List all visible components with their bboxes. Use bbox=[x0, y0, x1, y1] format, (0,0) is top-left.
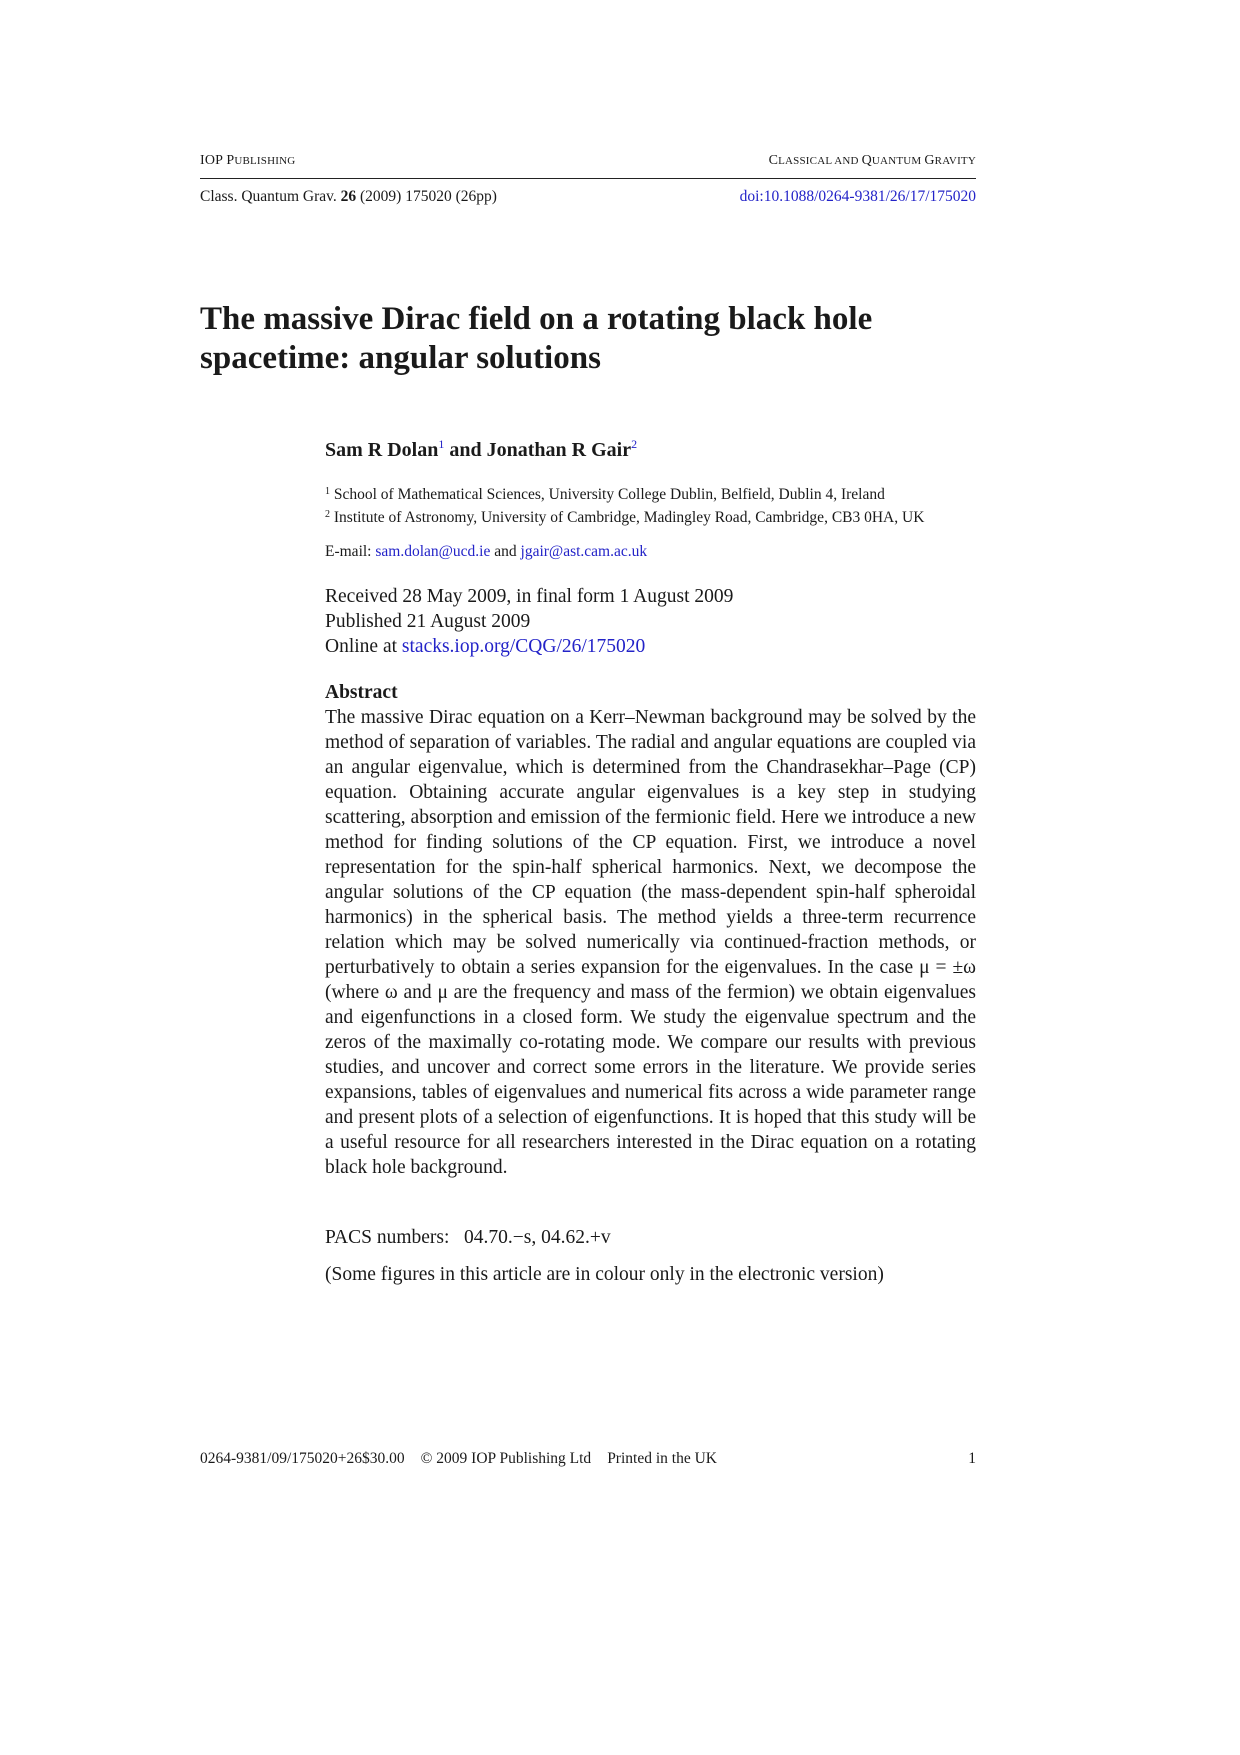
colour-note: (Some figures in this article are in colour only in the electronic version) bbox=[325, 1264, 884, 1285]
page-number: 1 bbox=[968, 1450, 976, 1467]
email-line: E-mail: sam.dolan@ucd.ie and jgair@ast.cam.ac.uk bbox=[325, 543, 648, 560]
abstract-heading: Abstract bbox=[325, 682, 398, 703]
author-2: Jonathan R Gair bbox=[486, 439, 632, 461]
pacs-numbers: PACS numbers: 04.70.−s, 04.62.+v bbox=[325, 1227, 611, 1248]
running-head bbox=[200, 153, 976, 169]
received-date: Received 28 May 2009, in final form 1 August 2009 bbox=[325, 586, 734, 607]
citation-row bbox=[200, 188, 976, 206]
paper-title: The massive Dirac field on a rotating black hole spacetime: angular solutions bbox=[200, 301, 873, 376]
printed-note: Printed in the UK bbox=[607, 1450, 717, 1467]
email-link-1[interactable]: sam.dolan@ucd.ie bbox=[375, 543, 491, 560]
affiliations bbox=[325, 482, 976, 527]
article-code: 0264-9381/09/175020+26$30.00 bbox=[200, 1450, 405, 1467]
online-line: Online at stacks.iop.org/CQG/26/175020 bbox=[325, 636, 646, 657]
citation: Class. Quantum Grav. 26 (2009) 175020 (26pp) bbox=[200, 188, 497, 205]
author-1-affil-ref[interactable]: 1 bbox=[438, 437, 445, 451]
author-2-affil-ref[interactable]: 2 bbox=[631, 437, 638, 451]
email-link-2[interactable]: jgair@ast.cam.ac.uk bbox=[520, 543, 648, 560]
publication-dates bbox=[325, 584, 976, 659]
publisher-name: IOP PUBLISHING bbox=[200, 153, 296, 168]
authors: Sam R Dolan$^1$ and Jonathan R Gair$^2$ bbox=[325, 437, 638, 461]
doi-link[interactable]: doi:10.1088/0264-9381/26/17/175020 bbox=[739, 188, 976, 205]
author-1: Sam R Dolan bbox=[325, 439, 439, 461]
abstract bbox=[325, 680, 976, 1180]
page-footer bbox=[200, 1450, 976, 1468]
affiliation-2: $^2$ Institute of Astronomy, University of Cambridge, Madingley Road, Cambridge, CB3 0HA, UK bbox=[325, 508, 925, 526]
header-rule bbox=[200, 178, 976, 179]
abstract-body: The massive Dirac equation on a Kerr–Newman background may be solved by the method of separation of variables. The radial and angular equations are coupled via an angular eigenvalue, which is determined from the Chandrasekhar–Page (CP) equation. Obtaining accurate angular eigenvalues is a key step in studying scattering, absorption and emission of the fermionic field. Here we introduce a new method for finding solutions of the CP equation. First, we introduce a novel representation for the spin-half spherical harmonics. Next, we decompose the angular solutions of the CP equation (the mass-dependent spin-half spheroidal harmonics) in the spherical basis. The method yields a three-term recurrence relation which may be solved numerically via continued-fraction methods, or perturbatively to obtain a series expansion for the eigenvalues. In the case μ = ±ω (where ω and μ are the frequency and mass of the fermion) we obtain eigenvalues and eigenfunctions in a closed form. We study the eigenvalue spectrum and the zeros of the maximally co-rotating mode. We compare our results with previous studies, and uncover and correct some errors in the literature. We provide series expansions, tables of eigenvalues and numerical fits across a wide parameter range and present plots of a selection of eigenfunctions. It is hoped that this study will be a useful resource for all researchers interested in the Dirac equation on a rotating black hole background. bbox=[325, 707, 976, 1178]
copyright: © 2009 IOP Publishing Ltd bbox=[420, 1450, 592, 1467]
journal-name: CLASSICAL AND QUANTUM GRAVITY bbox=[768, 153, 976, 168]
published-date: Published 21 August 2009 bbox=[325, 611, 531, 632]
online-link[interactable]: stacks.iop.org/CQG/26/175020 bbox=[401, 636, 646, 657]
affiliation-1: $^1$ School of Mathematical Sciences, University College Dublin, Belfield, Dublin 4, Ireland bbox=[325, 486, 885, 503]
